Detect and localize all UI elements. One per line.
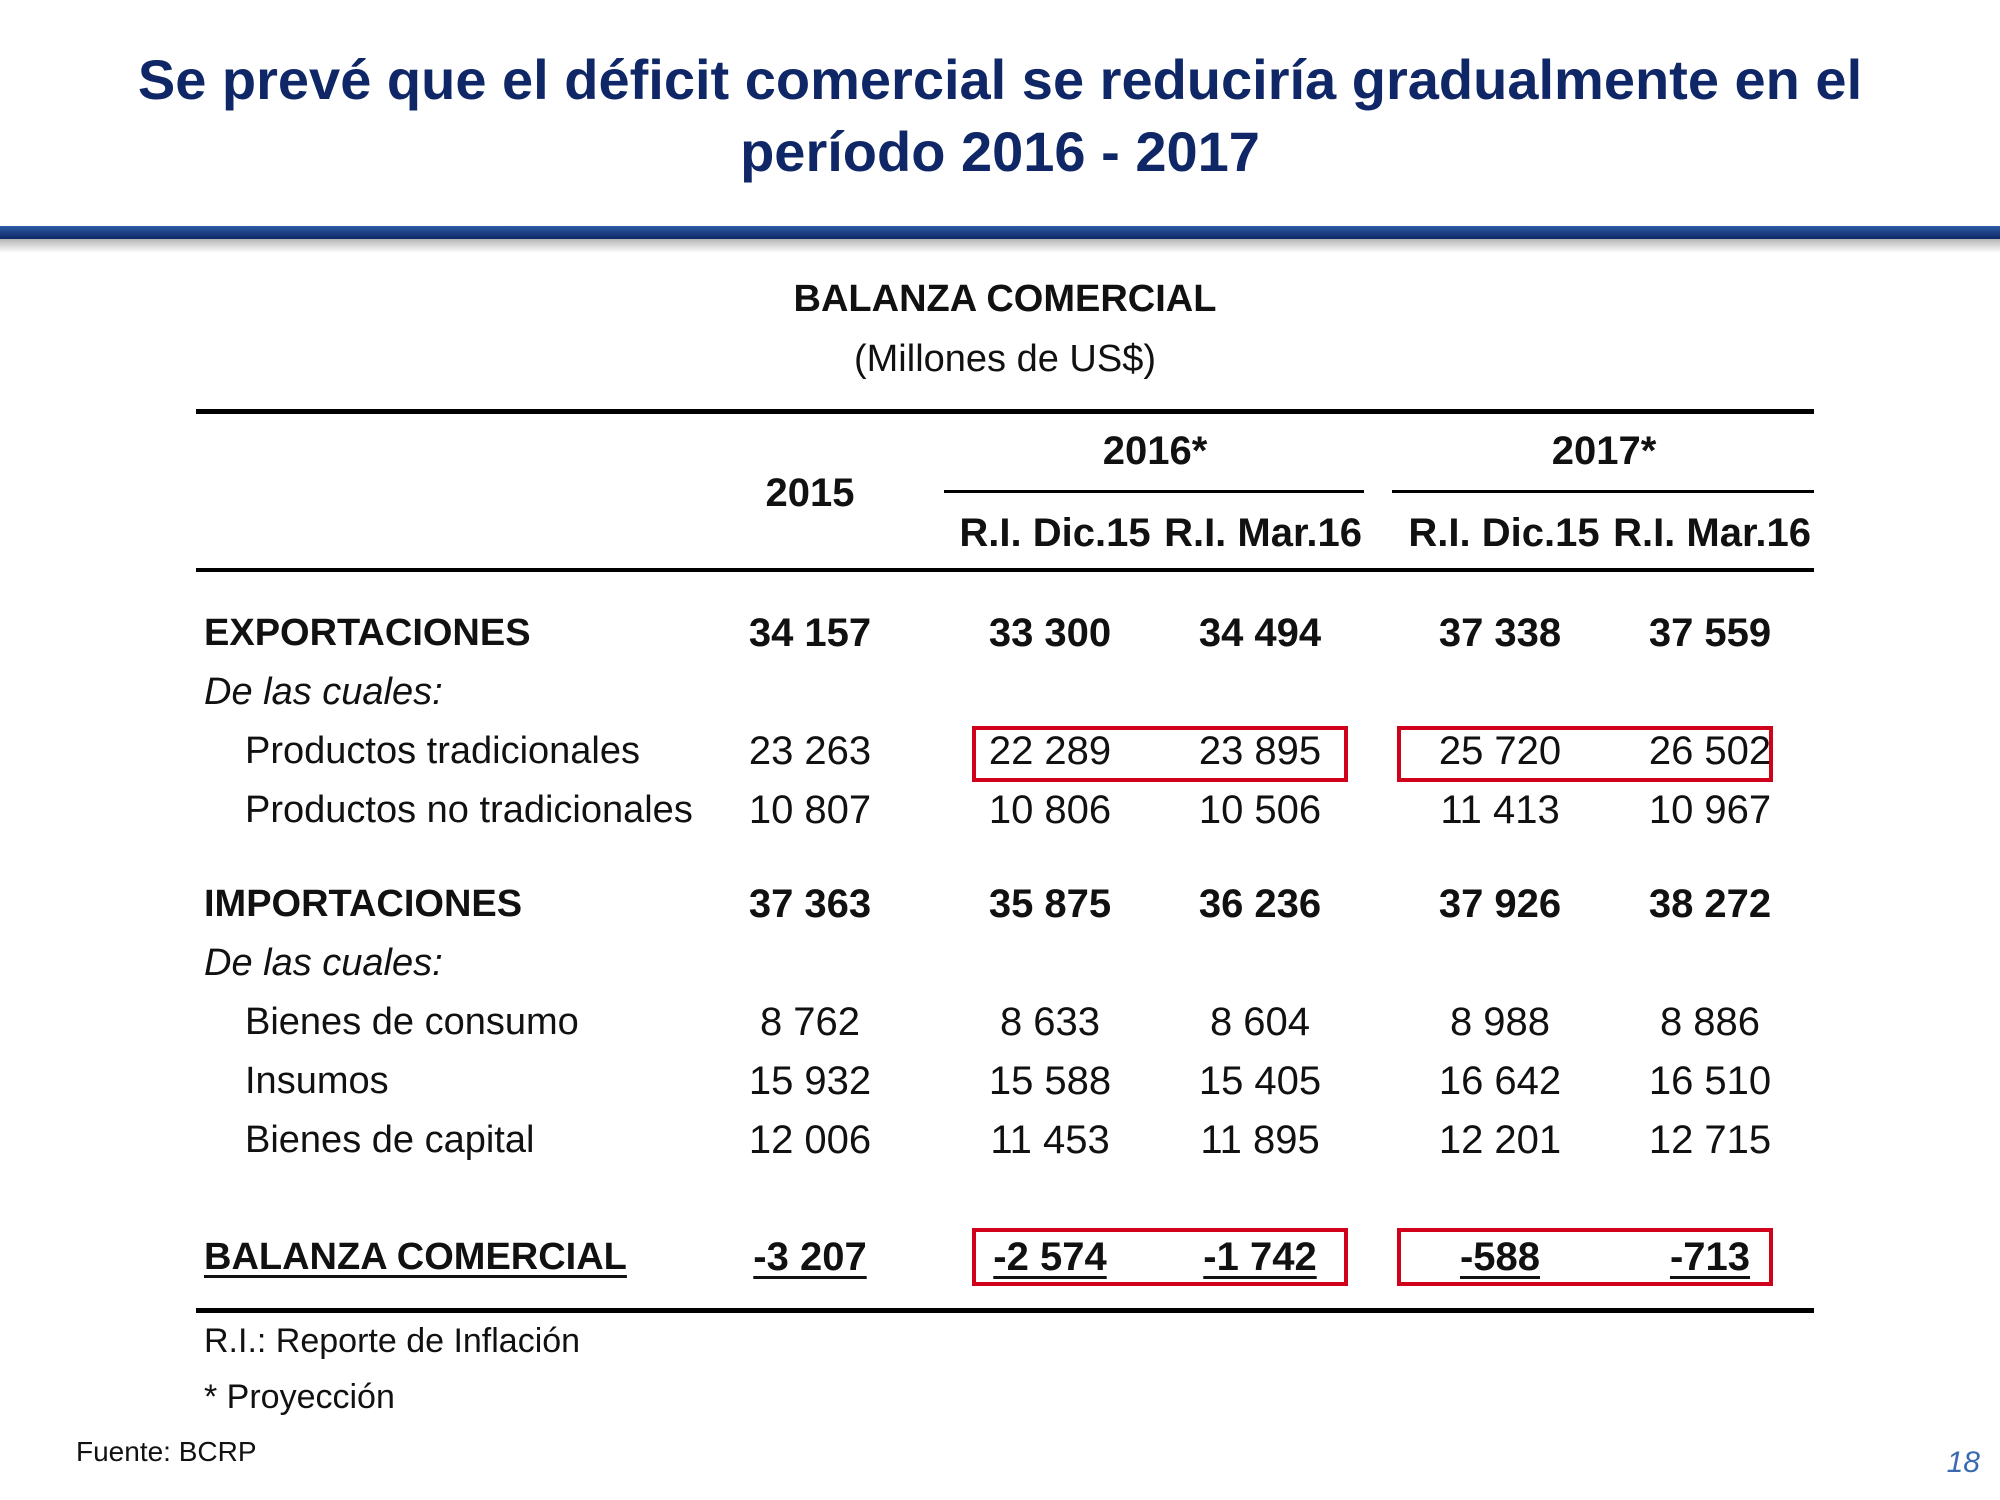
cell: 37 363 bbox=[748, 882, 872, 926]
cell-value: -713 bbox=[1669, 1235, 1751, 1279]
highlight-box-tradicionales-2017 bbox=[1397, 726, 1773, 782]
group-2017-rule bbox=[1392, 490, 1814, 493]
cell: 11 895 bbox=[1200, 1118, 1320, 1162]
cell: 36 236 bbox=[1198, 882, 1322, 926]
cell: 35 875 bbox=[988, 882, 1112, 926]
page-number: 18 bbox=[1946, 1446, 1980, 1479]
cell: 12 006 bbox=[748, 1118, 872, 1162]
header-2016: 2016* bbox=[1102, 429, 1208, 473]
cell: 34 157 bbox=[748, 611, 872, 655]
cell-value: -588 bbox=[1459, 1235, 1541, 1279]
cell: 12 201 bbox=[1438, 1118, 1562, 1162]
cell: 8 886 bbox=[1659, 1000, 1761, 1044]
cell: 23 263 bbox=[748, 729, 872, 773]
cell: 12 715 bbox=[1648, 1118, 1772, 1162]
row-label-imp-de-las-cuales: De las cuales: bbox=[204, 942, 443, 984]
cell: 11 413 bbox=[1440, 788, 1560, 832]
header-2017-mar16: R.I. Mar.16 bbox=[1613, 511, 1811, 555]
title-divider-bar bbox=[0, 226, 2000, 239]
cell: 16 642 bbox=[1438, 1059, 1562, 1103]
cell: 37 926 bbox=[1438, 882, 1562, 926]
title-divider-shadow bbox=[0, 239, 2000, 253]
cell: 37 338 bbox=[1438, 611, 1562, 655]
cell: 10 967 bbox=[1648, 788, 1772, 832]
header-2017-dic15: R.I. Dic.15 bbox=[1408, 511, 1600, 555]
row-label-tradicionales: Productos tradicionales bbox=[245, 730, 640, 772]
cell: 8 633 bbox=[999, 1000, 1101, 1044]
note-proyeccion: * Proyección bbox=[204, 1378, 395, 1416]
table-title: BALANZA COMERCIAL bbox=[793, 278, 1217, 320]
cell: 15 588 bbox=[988, 1059, 1112, 1103]
cell: 33 300 bbox=[988, 611, 1112, 655]
cell-value: -3 207 bbox=[753, 1235, 867, 1279]
row-label-importaciones: IMPORTACIONES bbox=[204, 883, 523, 925]
cell: 10 807 bbox=[748, 788, 872, 832]
cell: 10 506 bbox=[1198, 788, 1322, 832]
cell: 11 453 bbox=[990, 1118, 1110, 1162]
row-label-insumos: Insumos bbox=[245, 1060, 389, 1102]
table-subtitle: (Millones de US$) bbox=[854, 338, 1156, 380]
cell bbox=[700, 1234, 920, 1280]
header-2016-mar16: R.I. Mar.16 bbox=[1164, 511, 1362, 555]
cell: 15 405 bbox=[1198, 1059, 1322, 1103]
cell-value: -2 574 bbox=[993, 1235, 1107, 1279]
cell-value: -1 742 bbox=[1203, 1235, 1317, 1279]
group-2016-rule bbox=[944, 490, 1364, 493]
table-bottom-rule bbox=[196, 1308, 1814, 1313]
cell: 16 510 bbox=[1648, 1059, 1772, 1103]
cell: 37 559 bbox=[1648, 611, 1772, 655]
cell: 23 895 bbox=[1198, 729, 1322, 773]
source-note: Fuente: BCRP bbox=[76, 1436, 257, 1467]
cell: 26 502 bbox=[1648, 729, 1772, 773]
cell: 34 494 bbox=[1198, 611, 1322, 655]
header-bottom-rule bbox=[196, 568, 1814, 572]
cell: 8 762 bbox=[759, 1000, 861, 1044]
slide-title: Se prevé que el déficit comercial se reduciría gradualmente en el período 2016 - 2017 bbox=[137, 48, 1863, 183]
cell: 15 932 bbox=[748, 1059, 872, 1103]
row-label-exportaciones: EXPORTACIONES bbox=[204, 612, 531, 654]
row-label-balanza: BALANZA COMERCIAL bbox=[204, 1236, 627, 1278]
row-label-no-tradicionales: Productos no tradicionales bbox=[245, 789, 693, 831]
row-label-exp-de-las-cuales: De las cuales: bbox=[204, 671, 443, 713]
header-2017: 2017* bbox=[1551, 429, 1657, 473]
highlight-box-balanza-2016 bbox=[972, 1228, 1348, 1286]
row-label-consumo: Bienes de consumo bbox=[245, 1001, 579, 1043]
header-2015: 2015 bbox=[765, 471, 855, 515]
row-label-capital: Bienes de capital bbox=[245, 1119, 535, 1161]
cell: 38 272 bbox=[1648, 882, 1772, 926]
highlight-box-balanza-2017 bbox=[1397, 1228, 1773, 1286]
table-top-rule bbox=[196, 409, 1814, 414]
header-2016-dic15: R.I. Dic.15 bbox=[959, 511, 1151, 555]
cell: 8 988 bbox=[1449, 1000, 1551, 1044]
cell: 8 604 bbox=[1209, 1000, 1311, 1044]
note-ri: R.I.: Reporte de Inflación bbox=[204, 1322, 581, 1360]
highlight-box-tradicionales-2016 bbox=[972, 726, 1348, 782]
cell: 22 289 bbox=[988, 729, 1112, 773]
cell: 25 720 bbox=[1438, 729, 1562, 773]
cell: 10 806 bbox=[988, 788, 1112, 832]
